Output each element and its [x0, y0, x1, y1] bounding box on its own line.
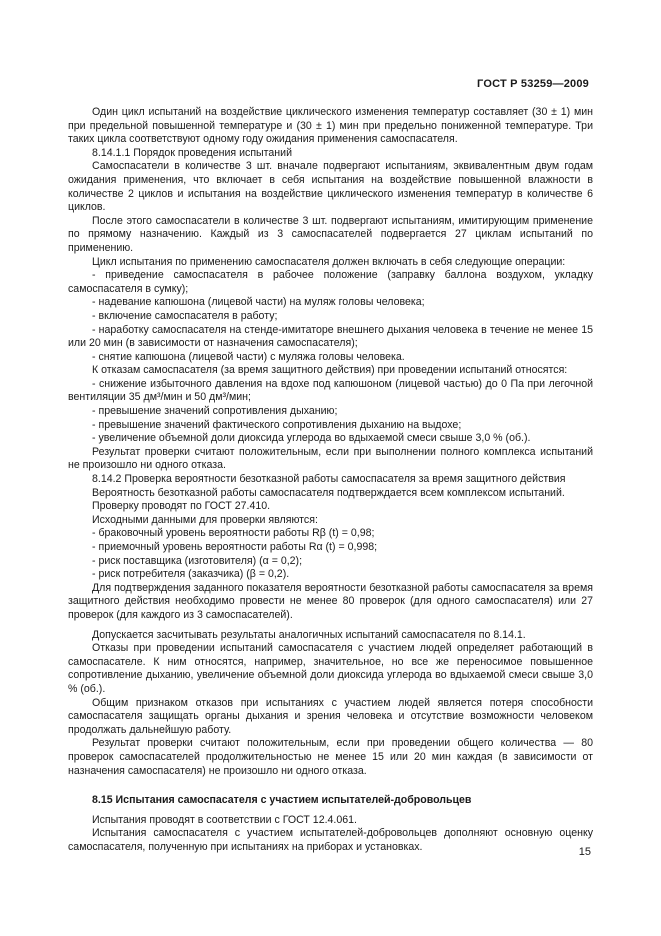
list-item: - наработку самоспасателя на стенде-имитаторе внешнего дыхания человека в течение не менее 15 или 20 мин (в зависимости от назначения самоспасателя);	[68, 323, 593, 350]
paragraph: Самоспасатели в количестве 3 шт. вначале подвергают испытаниям, эквивалентным двум годам ожидания применения, что включает в себя испытания на воздействие повышенной влажности в количестве 2 циклов и испытания на воздействие циклического изменения температур в количестве 6 циклов.	[68, 160, 593, 214]
paragraph: Общим признаком отказов при испытаниях с участием людей является потеря способности самоспасателя защищать органы дыхания и зрения человека и отсутствие возможности человеком продолжать дальнейшую работу.	[68, 696, 593, 736]
paragraph: Отказы при проведении испытаний самоспасателя с участием людей определяет работающий в самоспасателе. К ним относятся, например, значительное, но все же переносимое повышенное сопротивление дыханию, увеличение объемной доли диоксида углерода во вдыхаемой смеси свыше 3,0 % (об.).	[68, 642, 593, 695]
paragraph: Для подтверждения заданного показателя вероятности безотказной работы самоспасателя за время защитного действия необходимо провести не менее 80 проверок (для одного самоспасателя) или 27 проверок (для каждого из 3 самоспасателей).	[68, 581, 593, 621]
paragraph: Цикл испытания по применению самоспасателя должен включать в себя следующие операции:	[92, 255, 566, 268]
paragraph: Исходными данными для проверки являются:	[92, 513, 318, 526]
list-item: - браковочный уровень вероятности работы Rβ (t) = 0,98;	[92, 527, 375, 540]
section-title: 8.15 Испытания самоспасателя с участием испытателей-добровольцев	[92, 794, 472, 807]
paragraph: Испытания проводят в соответствии с ГОСТ 12.4.061.	[92, 813, 357, 826]
paragraph: После этого самоспасатели в количестве 3 шт. подвергают испытаниям, имитирующим применение по прямому назначению. Каждый из 3 самоспасателей подвергается 27 циклам испытаний по применению.	[68, 214, 593, 254]
document-code: ГОСТ Р 53259—2009	[477, 78, 589, 90]
paragraph: 8.14.2 Проверка вероятности безотказной работы самоспасателя за время защитного действия	[92, 473, 566, 486]
list-item: - риск потребителя (заказчика) (β = 0,2).	[92, 568, 290, 581]
list-item: - снижение избыточного давления на вдохе под капюшоном (лицевой частью) до 0 Па при легочной вентиляции 35 дм³/мин и 50 дм³/мин;	[68, 377, 593, 404]
list-item: - снятие капюшона (лицевой части) с муляжа головы человека.	[92, 350, 405, 363]
paragraph: Проверку проводят по ГОСТ 27.410.	[92, 500, 271, 513]
list-item: - приведение самоспасателя в рабочее положение (заправку баллона воздухом, укладку самоспасателя в сумку);	[68, 269, 593, 295]
list-item: - риск поставщика (изготовителя) (α = 0,2);	[92, 554, 303, 567]
list-item: - приемочный уровень вероятности работы Rα (t) = 0,998;	[92, 541, 378, 553]
paragraph: Испытания самоспасателя с участием испытателей-добровольцев дополняют основную оценку самоспасателя, полученную при испытаниях на приборах и установках.	[68, 827, 593, 853]
paragraph: К отказам самоспасателя (за время защитного действия) при проведении испытаний относятся:	[92, 364, 568, 377]
list-item: - превышение значений сопротивления дыханию;	[92, 405, 338, 418]
list-item: - увеличение объемной доли диоксида углерода во вдыхаемой смеси свыше 3,0 % (об.).	[92, 432, 531, 445]
paragraph: Результат проверки считают положительным, если при выполнении полного комплекса испытаний не произошло ни одного отказа.	[68, 445, 593, 472]
paragraph: Допускается засчитывать результаты аналогичных испытаний самоспасателя по 8.14.1.	[92, 628, 526, 641]
list-item: - надевание капюшона (лицевой части) на муляж головы человека;	[92, 296, 425, 309]
document-body	[68, 106, 593, 854]
page-number: 15	[578, 846, 591, 858]
list-item: - превышение значений фактического сопротивления дыханию на выдохе;	[92, 418, 462, 431]
paragraph: 8.14.1.1 Порядок проведения испытаний	[92, 146, 292, 159]
list-item: - включение самоспасателя в работу;	[92, 309, 278, 322]
paragraph: Один цикл испытаний на воздействие циклического изменения температур составляет (30 ± 1) мин при предельной повышенной температуре и (30 ± 1) мин при предельно пониженной температуре. Три таких цикла соответствуют одному году ожидания применения самоспасателя.	[68, 106, 593, 146]
paragraph: Результат проверки считают положительным, если при проведении общего количества — 80 проверок самоспасателей продолжительностью не менее 15 или 20 мин каждая (в зависимости от назначения самоспасателя) не произошло ни одного отказа.	[68, 737, 593, 777]
paragraph: Вероятность безотказной работы самоспасателя подтверждается всем комплексом испытаний.	[92, 486, 565, 499]
